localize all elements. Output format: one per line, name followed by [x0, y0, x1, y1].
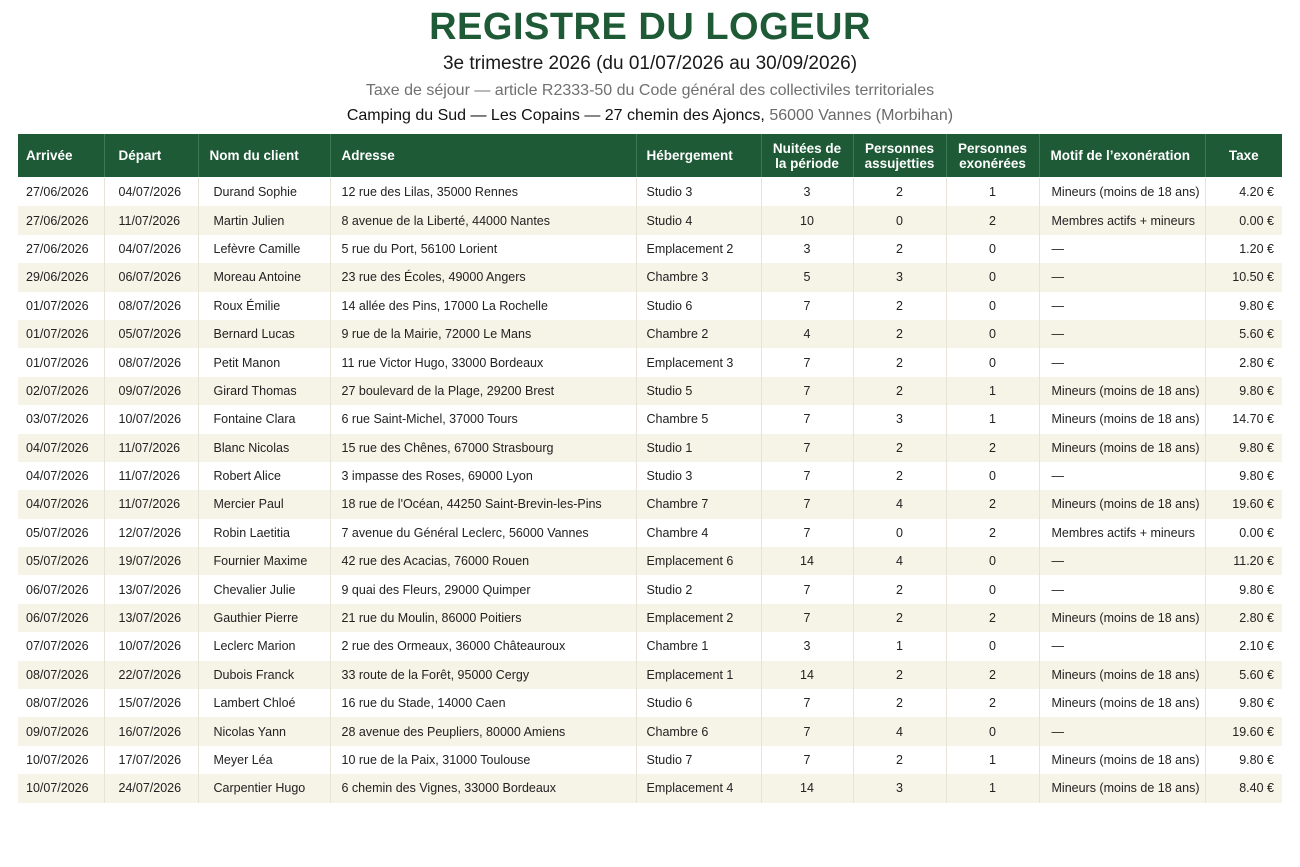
cell-adresse: 7 avenue du Général Leclerc, 56000 Vannes [330, 519, 636, 547]
page-title: REGISTRE DU LOGEUR [429, 6, 871, 48]
cell-nuitees: 14 [761, 547, 853, 575]
cell-nom: Fontaine Clara [198, 405, 330, 433]
cell-exonerees: 1 [946, 377, 1039, 405]
cell-depart: 10/07/2026 [104, 632, 198, 660]
cell-motif: Mineurs (moins de 18 ans) [1039, 661, 1205, 689]
cell-depart: 12/07/2026 [104, 519, 198, 547]
cell-assujetties: 2 [853, 320, 946, 348]
cell-adresse: 6 chemin des Vignes, 33000 Bordeaux [330, 774, 636, 802]
cell-nom: Petit Manon [198, 348, 330, 376]
cell-taxe: 2.80 € [1205, 604, 1282, 632]
cell-arrivee: 06/07/2026 [18, 575, 104, 603]
cell-nuitees: 10 [761, 206, 853, 234]
col-header-exonerees-line2: exonérées [959, 155, 1026, 171]
table-row [18, 746, 1282, 774]
table-row [18, 632, 1282, 660]
cell-nuitees: 7 [761, 462, 853, 490]
cell-motif: Membres actifs + mineurs [1039, 519, 1205, 547]
table-row [18, 263, 1282, 291]
cell-depart: 04/07/2026 [104, 235, 198, 263]
cell-adresse: 10 rue de la Paix, 31000 Toulouse [330, 746, 636, 774]
cell-exonerees: 1 [946, 774, 1039, 802]
cell-adresse: 9 rue de la Mairie, 72000 Le Mans [330, 320, 636, 348]
cell-depart: 11/07/2026 [104, 490, 198, 518]
cell-exonerees: 0 [946, 717, 1039, 745]
cell-adresse: 6 rue Saint-Michel, 37000 Tours [330, 405, 636, 433]
cell-taxe: 2.80 € [1239, 355, 1274, 370]
table-row [18, 575, 1282, 603]
cell-nom: Lambert Chloé [198, 689, 330, 717]
cell-nom: Moreau Antoine [198, 263, 330, 291]
cell-arrivee: 29/06/2026 [18, 263, 104, 291]
cell-nuitees: 3 [761, 235, 853, 263]
cell-adresse: 16 rue du Stade, 14000 Caen [330, 689, 636, 717]
establishment-address [0, 107, 1300, 125]
cell-nuitees: 3 [761, 632, 853, 660]
cell-hebergement: Chambre 6 [636, 717, 761, 745]
cell-motif: — [1039, 320, 1205, 348]
cell-exonerees: 2 [946, 661, 1039, 689]
cell-exonerees: 0 [946, 575, 1039, 603]
cell-taxe: 9.80 € [1205, 434, 1282, 462]
cell-hebergement: Chambre 2 [636, 320, 761, 348]
cell-motif: — [1039, 717, 1205, 745]
cell-depart: 08/07/2026 [104, 348, 198, 376]
col-header-arrivee: Arrivée [18, 134, 104, 177]
cell-arrivee: 03/07/2026 [18, 405, 104, 433]
cell-nom: Mercier Paul [198, 490, 330, 518]
cell-assujetties: 3 [853, 263, 946, 291]
cell-arrivee: 01/07/2026 [18, 292, 104, 320]
cell-arrivee: 27/06/2026 [18, 206, 104, 234]
cell-nuitees: 3 [761, 178, 853, 206]
table-row [18, 348, 1282, 376]
cell-arrivee: 07/07/2026 [18, 632, 104, 660]
cell-arrivee: 01/07/2026 [18, 320, 104, 348]
cell-hebergement: Emplacement 4 [636, 774, 761, 802]
cell-hebergement: Emplacement 3 [636, 348, 761, 376]
cell-adresse: 21 rue du Moulin, 86000 Poitiers [330, 604, 636, 632]
cell-motif: Mineurs (moins de 18 ans) [1039, 746, 1205, 774]
cell-arrivee: 27/06/2026 [18, 178, 104, 206]
cell-depart: 10/07/2026 [104, 405, 198, 433]
cell-nom: Bernard Lucas [198, 320, 330, 348]
cell-depart: 06/07/2026 [104, 263, 198, 291]
table-row [18, 547, 1282, 575]
cell-nom: Carpentier Hugo [198, 774, 330, 802]
cell-nuitees: 14 [761, 774, 853, 802]
cell-assujetties: 2 [853, 689, 946, 717]
cell-motif: Mineurs (moins de 18 ans) [1039, 377, 1205, 405]
cell-nom: Dubois Franck [198, 661, 330, 689]
cell-nuitees: 7 [761, 604, 853, 632]
cell-exonerees: 1 [946, 746, 1039, 774]
cell-assujetties: 2 [853, 292, 946, 320]
cell-taxe: 10.50 € [1205, 263, 1282, 291]
cell-nuitees: 14 [761, 661, 853, 689]
cell-hebergement: Studio 6 [636, 689, 761, 717]
cell-motif: Mineurs (moins de 18 ans) [1039, 774, 1205, 802]
cell-assujetties: 2 [853, 575, 946, 603]
cell-nuitees: 7 [761, 490, 853, 518]
table-row [18, 462, 1282, 490]
period-subtitle: 3e trimestre 2026 (du 01/07/2026 au 30/09/2026) [442, 53, 858, 74]
cell-motif: — [1039, 348, 1205, 376]
cell-motif: Mineurs (moins de 18 ans) [1039, 604, 1205, 632]
cell-nom: Girard Thomas [198, 377, 330, 405]
cell-hebergement: Chambre 3 [636, 263, 761, 291]
cell-exonerees: 0 [946, 547, 1039, 575]
cell-exonerees: 2 [946, 434, 1039, 462]
cell-adresse: 8 avenue de la Liberté, 44000 Nantes [330, 206, 636, 234]
cell-arrivee: 06/07/2026 [18, 604, 104, 632]
cell-adresse: 14 allée des Pins, 17000 La Rochelle [330, 292, 636, 320]
col-header-hebergement: Hébergement [636, 134, 761, 177]
cell-adresse: 3 impasse des Roses, 69000 Lyon [330, 462, 636, 490]
cell-taxe: 5.60 € [1205, 661, 1282, 689]
cell-depart: 11/07/2026 [104, 206, 198, 234]
cell-nom: Gauthier Pierre [198, 604, 330, 632]
cell-motif: — [1039, 632, 1205, 660]
cell-adresse: 27 boulevard de la Plage, 29200 Brest [330, 377, 636, 405]
table-row [18, 235, 1282, 263]
cell-adresse: 5 rue du Port, 56100 Lorient [330, 235, 636, 263]
cell-arrivee: 10/07/2026 [18, 746, 104, 774]
cell-adresse: 11 rue Victor Hugo, 33000 Bordeaux [330, 348, 636, 376]
cell-hebergement: Studio 4 [636, 206, 761, 234]
cell-taxe: 9.80 € [1239, 298, 1274, 313]
cell-taxe: 4.20 € [1239, 185, 1274, 200]
cell-taxe: 9.80 € [1239, 696, 1274, 711]
cell-arrivee: 04/07/2026 [18, 490, 104, 518]
cell-hebergement: Studio 6 [636, 292, 761, 320]
cell-nuitees: 7 [761, 292, 853, 320]
cell-exonerees: 2 [946, 490, 1039, 518]
cell-assujetties: 2 [853, 604, 946, 632]
col-header-assujetties-line2: assujetties [864, 155, 935, 171]
cell-arrivee: 04/07/2026 [18, 434, 104, 462]
cell-adresse: 23 rue des Écoles, 49000 Angers [330, 263, 636, 291]
cell-exonerees: 0 [946, 632, 1039, 660]
table-row [18, 604, 1282, 632]
cell-nom: Durand Sophie [198, 178, 330, 206]
cell-nom: Nicolas Yann [198, 717, 330, 745]
cell-arrivee: 01/07/2026 [18, 348, 104, 376]
col-header-assujetties-line1: Personnes [864, 140, 935, 156]
cell-motif: Mineurs (moins de 18 ans) [1039, 178, 1205, 206]
cell-nom: Meyer Léa [198, 746, 330, 774]
cell-arrivee: 05/07/2026 [18, 547, 104, 575]
cell-adresse: 15 rue des Chênes, 67000 Strasbourg [330, 434, 636, 462]
cell-depart: 15/07/2026 [104, 689, 198, 717]
cell-hebergement: Chambre 4 [636, 519, 761, 547]
cell-nuitees: 7 [761, 575, 853, 603]
cell-nuitees: 4 [761, 320, 853, 348]
cell-taxe: 9.80 € [1239, 582, 1274, 597]
cell-depart: 22/07/2026 [104, 661, 198, 689]
col-header-nuitees-line2: la période [775, 155, 839, 171]
cell-taxe: 8.40 € [1205, 774, 1282, 802]
cell-nuitees: 7 [761, 689, 853, 717]
cell-taxe: 14.70 € [1232, 412, 1274, 427]
table-row [18, 434, 1282, 462]
cell-nom: Martin Julien [198, 206, 330, 234]
cell-nuitees: 5 [761, 263, 853, 291]
cell-taxe: 0.00 € [1205, 206, 1282, 234]
cell-assujetties: 1 [853, 632, 946, 660]
cell-depart: 08/07/2026 [104, 292, 198, 320]
cell-exonerees: 0 [946, 292, 1039, 320]
cell-nuitees: 7 [761, 746, 853, 774]
cell-nuitees: 7 [761, 348, 853, 376]
cell-depart: 13/07/2026 [104, 604, 198, 632]
cell-exonerees: 0 [946, 320, 1039, 348]
table-row [18, 661, 1282, 689]
table-row [18, 490, 1282, 518]
cell-assujetties: 2 [853, 434, 946, 462]
col-header-exonerees-line1: Personnes [957, 140, 1028, 156]
establishment-name: Camping du Sud — Les Copains — 27 chemin des Ajoncs, [346, 107, 765, 124]
cell-motif: — [1039, 547, 1205, 575]
cell-adresse: 33 route de la Forêt, 95000 Cergy [330, 661, 636, 689]
cell-depart: 11/07/2026 [104, 462, 198, 490]
cell-nom: Roux Émilie [198, 292, 330, 320]
cell-assujetties: 4 [853, 547, 946, 575]
table-row [18, 519, 1282, 547]
cell-depart: 09/07/2026 [104, 377, 198, 405]
cell-taxe: 19.60 € [1205, 717, 1282, 745]
cell-assujetties: 4 [853, 490, 946, 518]
cell-motif: — [1039, 235, 1205, 263]
cell-nuitees: 7 [761, 434, 853, 462]
cell-assujetties: 3 [853, 405, 946, 433]
legal-reference: Taxe de séjour — article R2333-50 du Code général des collectiviles territoriales [365, 82, 935, 99]
cell-hebergement: Studio 3 [636, 178, 761, 206]
cell-hebergement: Chambre 7 [636, 490, 761, 518]
cell-assujetties: 2 [853, 462, 946, 490]
cell-motif: Mineurs (moins de 18 ans) [1039, 434, 1205, 462]
cell-exonerees: 0 [946, 235, 1039, 263]
cell-nom: Chevalier Julie [198, 575, 330, 603]
cell-arrivee: 08/07/2026 [18, 689, 104, 717]
cell-taxe: 1.20 € [1239, 241, 1274, 256]
col-header-motif: Motif de l’exonération [1039, 134, 1205, 177]
table-row [18, 206, 1282, 234]
col-header-nuitees [761, 134, 853, 177]
cell-hebergement: Emplacement 1 [636, 661, 761, 689]
cell-nuitees: 7 [761, 377, 853, 405]
col-header-adresse: Adresse [330, 134, 636, 177]
cell-depart: 13/07/2026 [104, 575, 198, 603]
col-header-exonerees [946, 134, 1039, 177]
cell-taxe: 9.80 € [1205, 377, 1282, 405]
cell-nom: Leclerc Marion [198, 632, 330, 660]
cell-adresse: 28 avenue des Peupliers, 80000 Amiens [330, 717, 636, 745]
col-header-nom: Nom du client [198, 134, 330, 177]
cell-exonerees: 2 [946, 519, 1039, 547]
cell-adresse: 12 rue des Lilas, 35000 Rennes [330, 178, 636, 206]
cell-motif: — [1039, 575, 1205, 603]
cell-nom: Robin Laetitia [198, 519, 330, 547]
cell-nuitees: 7 [761, 519, 853, 547]
cell-assujetties: 3 [853, 774, 946, 802]
cell-motif: — [1039, 263, 1205, 291]
cell-exonerees: 0 [946, 263, 1039, 291]
cell-assujetties: 2 [853, 235, 946, 263]
cell-hebergement: Emplacement 2 [636, 235, 761, 263]
cell-hebergement: Studio 3 [636, 462, 761, 490]
cell-assujetties: 0 [853, 519, 946, 547]
cell-motif: Mineurs (moins de 18 ans) [1039, 490, 1205, 518]
cell-depart: 17/07/2026 [104, 746, 198, 774]
table-body [18, 177, 1282, 803]
cell-hebergement: Studio 1 [636, 434, 761, 462]
cell-assujetties: 2 [853, 377, 946, 405]
cell-assujetties: 2 [853, 661, 946, 689]
cell-taxe: 2.10 € [1239, 639, 1274, 654]
cell-assujetties: 2 [853, 746, 946, 774]
cell-taxe: 9.80 € [1239, 469, 1274, 484]
cell-arrivee: 05/07/2026 [18, 519, 104, 547]
cell-depart: 04/07/2026 [104, 178, 198, 206]
cell-exonerees: 2 [946, 604, 1039, 632]
col-header-nuitees-line1: Nuitées de [772, 140, 842, 156]
cell-depart: 16/07/2026 [104, 717, 198, 745]
cell-motif: — [1039, 292, 1205, 320]
cell-hebergement: Studio 7 [636, 746, 761, 774]
table-row [18, 689, 1282, 717]
cell-adresse: 18 rue de l'Océan, 44250 Saint-Brevin-les-Pins [330, 490, 636, 518]
cell-depart: 19/07/2026 [104, 547, 198, 575]
cell-hebergement: Studio 2 [636, 575, 761, 603]
cell-depart: 24/07/2026 [104, 774, 198, 802]
cell-taxe: 5.60 € [1205, 320, 1282, 348]
cell-arrivee: 04/07/2026 [18, 462, 104, 490]
cell-arrivee: 27/06/2026 [18, 235, 104, 263]
cell-arrivee: 10/07/2026 [18, 774, 104, 802]
table-row [18, 774, 1282, 802]
cell-taxe: 19.60 € [1205, 490, 1282, 518]
table-row [18, 377, 1282, 405]
register-table [18, 134, 1282, 803]
cell-taxe: 11.20 € [1205, 547, 1282, 575]
cell-nom: Blanc Nicolas [198, 434, 330, 462]
table-row [18, 405, 1282, 433]
cell-motif: — [1039, 462, 1205, 490]
cell-assujetties: 4 [853, 717, 946, 745]
cell-hebergement: Emplacement 2 [636, 604, 761, 632]
cell-hebergement: Chambre 1 [636, 632, 761, 660]
col-header-depart: Départ [104, 134, 198, 177]
cell-motif: Mineurs (moins de 18 ans) [1039, 405, 1205, 433]
cell-hebergement: Chambre 5 [636, 405, 761, 433]
cell-adresse: 9 quai des Fleurs, 29000 Quimper [330, 575, 636, 603]
cell-depart: 05/07/2026 [104, 320, 198, 348]
col-header-assujetties [853, 134, 946, 177]
cell-arrivee: 08/07/2026 [18, 661, 104, 689]
cell-adresse: 2 rue des Ormeaux, 36000 Châteauroux [330, 632, 636, 660]
cell-assujetties: 2 [853, 348, 946, 376]
table-row [18, 320, 1282, 348]
table-row [18, 717, 1282, 745]
cell-hebergement: Emplacement 6 [636, 547, 761, 575]
cell-nuitees: 7 [761, 717, 853, 745]
cell-assujetties: 2 [853, 178, 946, 206]
cell-exonerees: 0 [946, 462, 1039, 490]
cell-arrivee: 09/07/2026 [18, 717, 104, 745]
cell-taxe: 0.00 € [1239, 525, 1274, 540]
table-header [18, 134, 1282, 177]
establishment-city: 56000 Vannes (Morbihan) [769, 107, 954, 124]
cell-arrivee: 02/07/2026 [18, 377, 104, 405]
cell-motif: Membres actifs + mineurs [1039, 206, 1205, 234]
cell-taxe: 9.80 € [1239, 753, 1274, 767]
cell-exonerees: 2 [946, 206, 1039, 234]
cell-nom: Robert Alice [198, 462, 330, 490]
cell-hebergement: Studio 5 [636, 377, 761, 405]
cell-depart: 11/07/2026 [104, 434, 198, 462]
cell-adresse: 42 rue des Acacias, 76000 Rouen [330, 547, 636, 575]
cell-exonerees: 0 [946, 348, 1039, 376]
cell-exonerees: 2 [946, 689, 1039, 717]
cell-motif: Mineurs (moins de 18 ans) [1039, 689, 1205, 717]
table-row [18, 178, 1282, 206]
cell-nom: Fournier Maxime [198, 547, 330, 575]
table-row [18, 292, 1282, 320]
cell-nuitees: 7 [761, 405, 853, 433]
cell-assujetties: 0 [853, 206, 946, 234]
cell-exonerees: 1 [946, 405, 1039, 433]
cell-exonerees: 1 [946, 178, 1039, 206]
col-header-taxe: Taxe [1205, 134, 1282, 177]
cell-nom: Lefèvre Camille [198, 235, 330, 263]
